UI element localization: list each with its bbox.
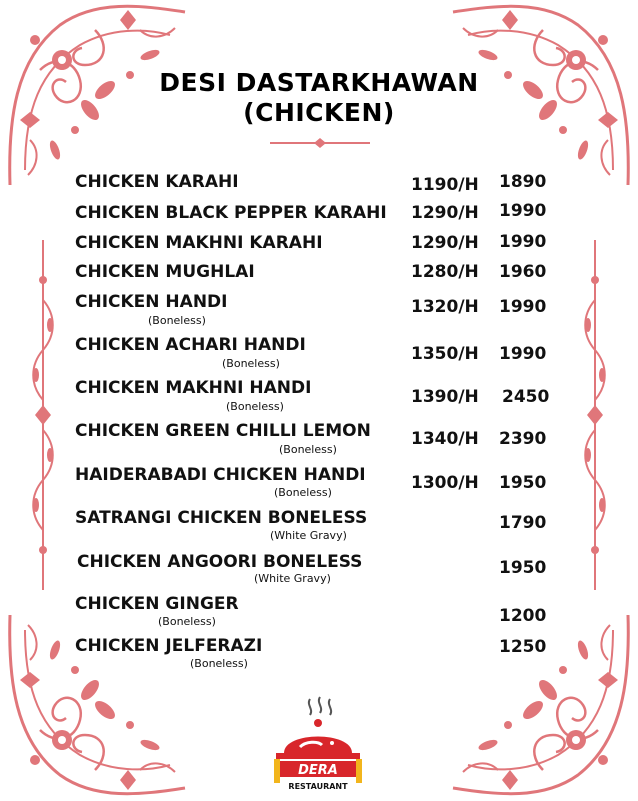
menu-item-name: HAIDERABADI CHICKEN HANDI [75,465,366,485]
title-line-1: DESI DASTARKHAWAN [159,68,479,97]
menu-item-note: (Boneless) [279,443,337,456]
dera-restaurant-logo [262,695,374,797]
menu-item-name: CHICKEN MUGHLAI [75,262,255,282]
full-price: 2450 [502,387,550,407]
half-price: 1390/H [411,387,479,407]
menu-item-note: (White Gravy) [270,529,347,542]
menu-item-note: (Boneless) [226,400,284,413]
menu-item-name: CHICKEN MAKHNI HANDI [75,378,312,398]
menu-item-name: CHICKEN ANGOORI BONELESS [77,552,363,572]
half-price: 1300/H [411,473,479,493]
half-price: 1320/H [411,297,479,317]
half-price: 1350/H [411,344,479,364]
logo-subtitle-text: RESTAURANT [288,782,348,791]
menu-item-name: CHICKEN HANDI [75,292,228,312]
menu-item-name: CHICKEN KARAHI [75,172,239,192]
menu-item-note: (White Gravy) [254,572,331,585]
page-title [0,68,638,128]
full-price: 1790 [499,513,547,533]
full-price: 2390 [499,429,547,449]
half-price: 1290/H [411,233,479,253]
side-ornament-right [580,240,610,590]
full-price: 1950 [499,473,547,493]
side-ornament-left [28,240,58,590]
half-price: 1190/H [411,175,479,195]
menu-item-name: SATRANGI CHICKEN BONELESS [75,508,368,528]
menu-item-note: (Boneless) [158,615,216,628]
full-price: 1250 [499,637,547,657]
menu-item-name: CHICKEN MAKHNI KARAHI [75,233,323,253]
menu-item-note: (Boneless) [274,486,332,499]
menu-item-note: (Boneless) [222,357,280,370]
full-price: 1990 [499,201,547,221]
half-price: 1280/H [411,262,479,282]
full-price: 1990 [499,232,547,252]
menu-item-name: CHICKEN BLACK PEPPER KARAHI [75,203,387,223]
half-price: 1340/H [411,429,479,449]
menu-item-name: CHICKEN JELFERAZI [75,636,263,656]
menu-item-note: (Boneless) [148,314,206,327]
full-price: 1990 [499,297,547,317]
full-price: 1890 [499,172,547,192]
full-price: 1950 [499,558,547,578]
menu-item-name: CHICKEN GREEN CHILLI LEMON [75,421,371,441]
title-divider-ornament [270,138,370,148]
half-price: 1290/H [411,203,479,223]
menu-item-note: (Boneless) [190,657,248,670]
title-line-2: (CHICKEN) [243,98,395,127]
full-price: 1960 [499,262,547,282]
full-price: 1200 [499,606,547,626]
full-price: 1990 [499,344,547,364]
menu-item-name: CHICKEN GINGER [75,594,239,614]
menu-item-name: CHICKEN ACHARI HANDI [75,335,306,355]
logo-brand-text: DERA [298,763,338,778]
